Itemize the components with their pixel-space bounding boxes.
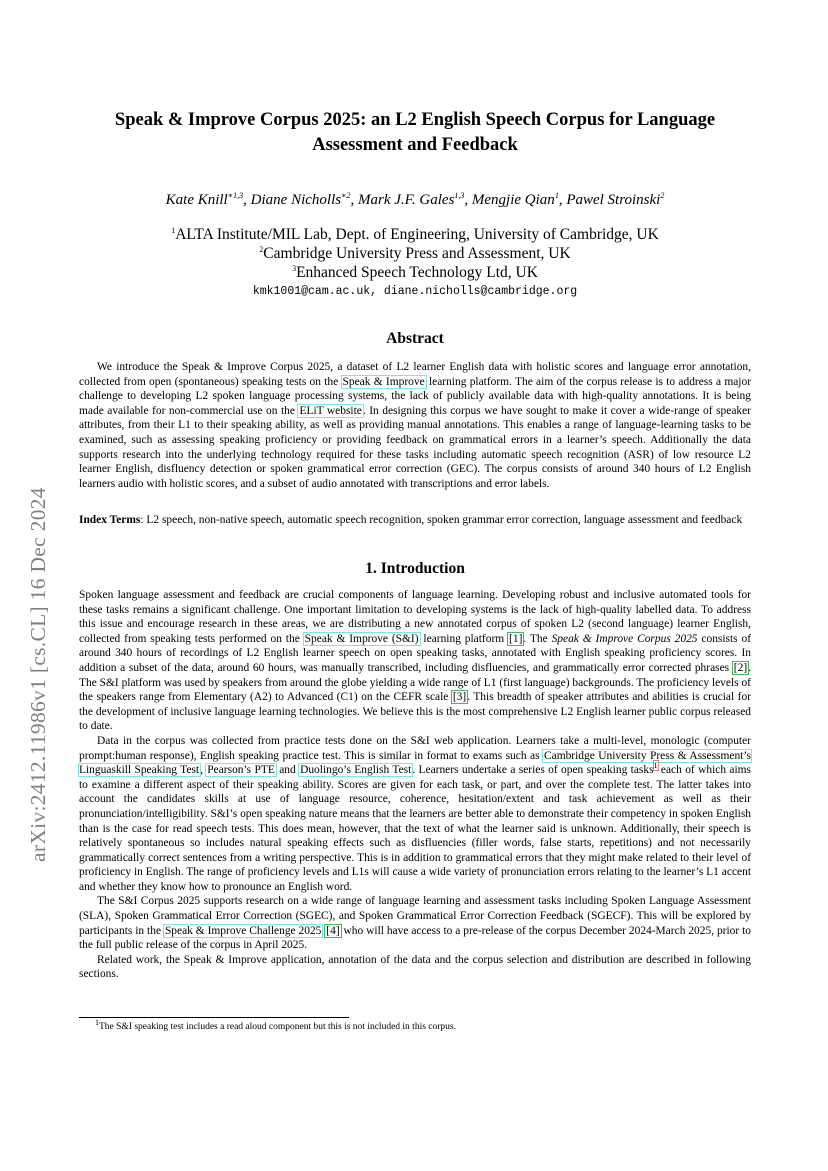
affiliation bbox=[60, 244, 770, 263]
text-run: . Learners undertake a series of open speaking tasks bbox=[412, 764, 654, 777]
speak-improve-si-link[interactable]: Speak & Improve (S&I) bbox=[304, 632, 419, 645]
author-name: Mark J.F. Gales bbox=[358, 192, 455, 208]
text-run: We introduce the Speak & Improve Corpus 2025, a dataset of L2 learner English data with holistic scores and language error annotation, collected from open (spontaneous) speaking tests on the bbox=[79, 361, 751, 388]
affiliation-text: Enhanced Speech Technology Ltd, UK bbox=[296, 264, 538, 281]
author-affiliation-marker: 2 bbox=[660, 191, 665, 200]
text-run: . This breadth of speaker attributes and abilities is crucial for the development of inclusive language learning technologies. We believe this is the most comprehensive L2 English learner public corpus released to date. bbox=[79, 691, 751, 733]
title-line: Assessment and Feedback bbox=[312, 135, 518, 155]
abstract-body bbox=[79, 360, 751, 491]
author-name: Kate Knill bbox=[165, 192, 228, 208]
text-run: each of which aims to examine a different aspect of their speaking ability. Scores are given for each task, or part, and over the complete test. The latter takes into account the candidates skills at use of language resource, coherence, hesitation/extent and task achievement as well as their pronunciation/intelligibility. S&I’s open speaking nature means that the learners are better able to demonstrate their competency in spoken English than is the case for read speech tests. This does mean, however, that the text of what the learner said is unknown. Additionally, their speech is relatively spontaneous so includes natural speaking effects such as disfluencies (filler words, false starts, repetitions) and not necessarily grammatically correct sentences from a writing perspective. This is in addition to grammatical errors that they might make related to their level of proficiency in English. The range of proficiency levels and L1s will cause a wide variety of pronunciation errors relating to the learner’s L1 accent and whether they know how to pronounce an English word. bbox=[79, 764, 751, 893]
intro-paragraph bbox=[79, 588, 751, 734]
affiliation-list bbox=[60, 225, 770, 282]
citation-link[interactable]: [1] bbox=[509, 632, 523, 645]
title-line: Speak & Improve Corpus 2025: an L2 English Speech Corpus for Language bbox=[114, 110, 716, 130]
affiliation-marker: 3 bbox=[292, 263, 297, 273]
author-emails: kmk1001@cam.ac.uk, diane.nicholls@cambridge.org bbox=[252, 285, 578, 298]
author-affiliation-marker: 1 bbox=[554, 191, 559, 200]
introduction-body bbox=[79, 588, 751, 982]
text-run: . The bbox=[523, 632, 552, 645]
footnote bbox=[95, 1017, 456, 1033]
author-affiliation-marker: 1,3 bbox=[454, 191, 465, 200]
index-terms bbox=[79, 513, 751, 528]
footnote-marker: 1 bbox=[95, 1017, 99, 1027]
abstract-heading: Abstract bbox=[386, 330, 444, 347]
footnote-reference-link[interactable]: 1 bbox=[653, 761, 658, 771]
affiliation-text: ALTA Institute/MIL Lab, Dept. of Engineering, University of Cambridge, UK bbox=[175, 226, 659, 243]
elit-website-link[interactable]: ELiT website bbox=[299, 404, 362, 417]
text-run: and bbox=[275, 764, 300, 777]
pearson-pte-link[interactable]: Pearson’s PTE bbox=[207, 764, 275, 777]
text-run: . In designing this corpus we have sought to make it cover a wide-range of speaker attributes, from their L1 to their speaking ability, as well as providing manual annotations. This enables a range of language-learning tasks to be examined, such as assessing speaking proficiency or providing feedback on grammatical errors in a learner’s speech. Additionally the data supports research into the underlying technology required for these tasks including automatic speech recognition (ASR) of low resource L2 learner English, disfluency detection or spoken grammatical error correction (GEC). The corpus consists of around 340 hours of L2 English learners audio with holistic scores, and a subset of audio annotated with transcriptions and error labels. bbox=[79, 404, 751, 490]
speak-improve-link[interactable]: Speak & Improve bbox=[342, 375, 425, 388]
affiliation bbox=[60, 263, 770, 282]
footnote-text: The S&I speaking test includes a read aloud component but this is not included in this corpus. bbox=[99, 1022, 456, 1032]
text-run: who will have access to a pre-release of the corpus December 2024-March 2025, prior to the full public release of the corpus in April 2025. bbox=[79, 924, 751, 952]
intro-paragraph: Related work, the Speak & Improve application, annotation of the data and the corpus selection and distribution are described in following sections. bbox=[79, 953, 751, 981]
intro-paragraph bbox=[79, 734, 751, 895]
citation-link[interactable]: [3] bbox=[452, 691, 467, 704]
author-name: Diane Nicholls bbox=[250, 192, 342, 208]
duolingo-test-link[interactable]: Duolingo’s English Test bbox=[300, 764, 412, 777]
affiliation-text: Cambridge University Press and Assessment, UK bbox=[263, 245, 571, 262]
author-name: Pawel Stroinski bbox=[566, 192, 661, 208]
text-run: learning platform bbox=[419, 632, 509, 645]
citation-link[interactable]: [4] bbox=[326, 924, 340, 937]
text-run: . The S&I platform was used by speakers from around the globe yielding a wide range of L1 (first language) backgrounds. The proficiency levels of the speakers range from Elementary (A2) to Advanced (C1) on the CEFR scale bbox=[79, 661, 751, 704]
text-run: consists of around 340 hours of recordings of L2 English learner speech on open speaking tasks, annotated with English speaking proficiency scores. In addition a subset of the data, around 60 hours, was manually transcribed, including disfluencies, and grammatically error corrected phrases bbox=[79, 632, 752, 674]
text-run: Spoken language assessment and feedback are crucial components of language learning. Developing robust and inclusive automated tools for these tasks remains a significant challenge. One important limitation to developing systems is the lack of high-quality labelled data. To address this issue and encourage research in these areas, we are distributing a new annotated corpus of spoken L2 (second language) learner English, collected from speaking tests performed on the bbox=[79, 589, 751, 645]
introduction-heading: 1. Introduction bbox=[365, 560, 465, 577]
index-terms-text: : L2 speech, non-native speech, automatic speech recognition, spoken grammar error correction, language assessment and feedback bbox=[140, 514, 743, 526]
author-list: Kate Knill$^{∗1,3}$, Diane Nicholls$^{∗2}$, Mark J.F. Gales$^{1,3}$, Mengjie Qian$^1$, Pawel Stroinski$^2$ bbox=[165, 191, 665, 208]
text-run: The S&I Corpus 2025 supports research on a wide range of language learning and assessment tasks including Spoken Language Assessment (SLA), Spoken Grammatical Error Correction (SGEC), and Spoken Grammatical Error Correction Feedback (SGECF). This will be explored by participants in the bbox=[79, 895, 751, 937]
author-name: Mengjie Qian bbox=[471, 192, 555, 208]
linguaskill-link[interactable]: Cambridge University Press & Assessment’s Linguaskill Speaking Test bbox=[79, 749, 751, 777]
arxiv-identifier-stamp: arXiv:2412.11986v1 [cs.CL] 16 Dec 2024 bbox=[26, 487, 50, 862]
footnote-divider bbox=[79, 1017, 349, 1018]
abstract-paragraph bbox=[79, 360, 751, 491]
affiliation-marker: 2 bbox=[259, 244, 264, 254]
author-affiliation-marker: ∗2 bbox=[341, 191, 351, 200]
corpus-name-emphasis: Speak & Improve Corpus 2025 bbox=[551, 632, 698, 645]
text-run: , bbox=[200, 764, 207, 777]
index-terms-label: Index Terms bbox=[79, 514, 141, 526]
author-affiliation-marker: ∗1,3 bbox=[227, 191, 244, 200]
paper-title bbox=[60, 108, 770, 158]
intro-paragraph bbox=[79, 894, 751, 952]
challenge-2025-link[interactable]: Speak & Improve Challenge 2025 bbox=[164, 924, 322, 937]
affiliation bbox=[60, 225, 770, 244]
citation-link[interactable]: [2] bbox=[733, 661, 748, 674]
text-run: Data in the corpus was collected from practice tests done on the S&I web application. Learners take a multi-level, monologic (computer prompt:human response), English speaking practice test. This is similar in format to exams such as bbox=[79, 734, 751, 762]
affiliation-marker: 1 bbox=[171, 225, 176, 235]
text-run: learning platform. The aim of the corpus release is to address a major challenge to developing L2 spoken language processing systems, the lack of publicly available data with high-quality annotations. It is being made available for non-commercial use on the bbox=[79, 375, 751, 417]
